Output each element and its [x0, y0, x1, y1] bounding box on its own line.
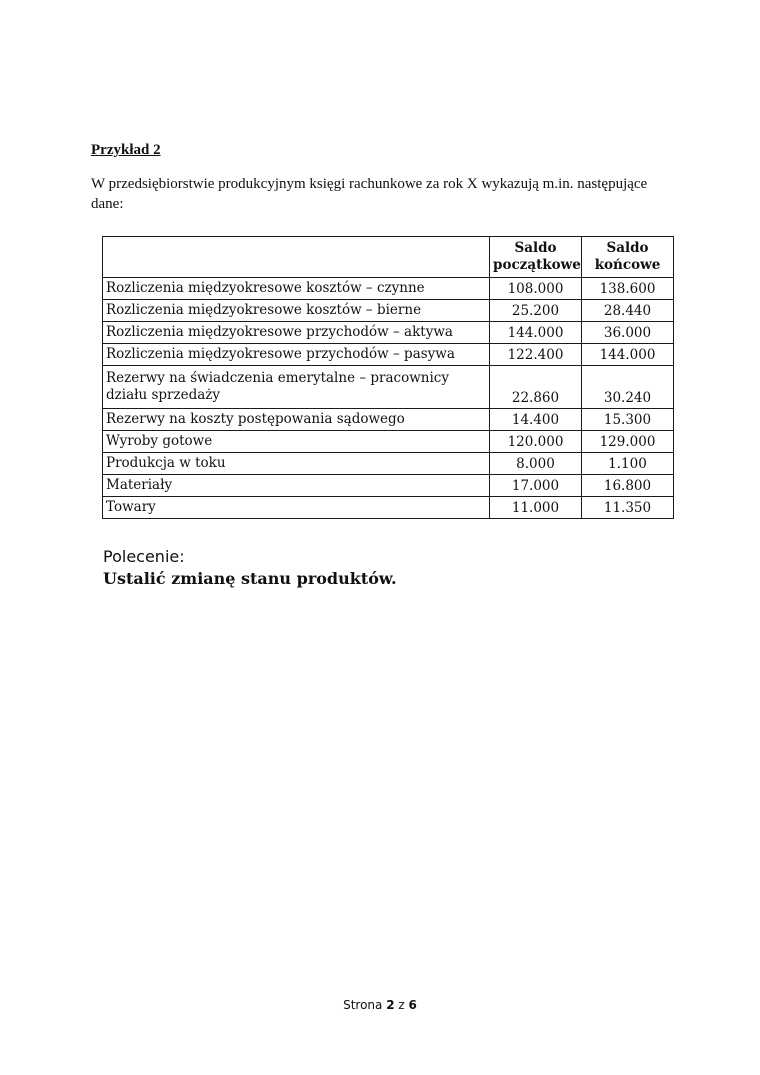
row-start-balance: 108.000 — [490, 278, 582, 300]
table-row — [103, 409, 674, 431]
row-start-balance: 11.000 — [490, 497, 582, 519]
row-label: Towary — [103, 497, 490, 519]
table-row — [103, 431, 674, 453]
row-end-balance: 1.100 — [582, 453, 674, 475]
row-end-balance: 129.000 — [582, 431, 674, 453]
row-start-balance: 120.000 — [490, 431, 582, 453]
table-row — [103, 344, 674, 366]
row-label: Rozliczenia międzyokresowe kosztów – czynne — [103, 278, 490, 300]
row-start-balance: 22.860 — [490, 366, 582, 409]
command-text: Ustalić zmianę stanu produktów. — [103, 569, 397, 588]
row-label: Materiały — [103, 475, 490, 497]
row-label: Rozliczenia międzyokresowe przychodów – aktywa — [103, 322, 490, 344]
row-label: Wyroby gotowe — [103, 431, 490, 453]
table-row — [103, 366, 674, 409]
header-start-line1: Saldo — [514, 240, 557, 256]
row-start-balance: 14.400 — [490, 409, 582, 431]
row-end-balance: 144.000 — [582, 344, 674, 366]
row-end-balance: 16.800 — [582, 475, 674, 497]
row-start-balance: 25.200 — [490, 300, 582, 322]
header-end-line2: końcowe — [594, 257, 661, 273]
table-row — [103, 475, 674, 497]
command-label: Polecenie: — [103, 547, 185, 566]
table-row — [103, 300, 674, 322]
header-start-line2: początkowe — [493, 257, 581, 273]
balances-table — [102, 236, 674, 519]
example-heading: Przykład 2 — [91, 142, 161, 158]
table-row — [103, 322, 674, 344]
row-start-balance: 8.000 — [490, 453, 582, 475]
row-start-balance: 17.000 — [490, 475, 582, 497]
header-end-line1: Saldo — [606, 240, 649, 256]
table-header-row — [103, 237, 674, 278]
footer-prefix: Strona — [343, 998, 383, 1012]
row-end-balance: 30.240 — [582, 366, 674, 409]
row-label: Rezerwy na świadczenia emerytalne – pracownicy działu sprzedaży — [103, 366, 490, 409]
row-end-balance: 36.000 — [582, 322, 674, 344]
header-end-balance — [582, 237, 674, 278]
header-start-balance — [490, 237, 582, 278]
footer-separator: z — [398, 998, 405, 1012]
row-label: Rozliczenia międzyokresowe przychodów – pasywa — [103, 344, 490, 366]
row-end-balance: 11.350 — [582, 497, 674, 519]
footer-page-number: 2 — [386, 998, 395, 1012]
row-end-balance: 138.600 — [582, 278, 674, 300]
table-row — [103, 497, 674, 519]
table-row — [103, 453, 674, 475]
page-footer — [0, 998, 760, 1012]
row-label: Produkcja w toku — [103, 453, 490, 475]
row-label: Rezerwy na koszty postępowania sądowego — [103, 409, 490, 431]
row-end-balance: 28.440 — [582, 300, 674, 322]
table-row — [103, 278, 674, 300]
row-start-balance: 122.400 — [490, 344, 582, 366]
row-end-balance: 15.300 — [582, 409, 674, 431]
header-empty-cell — [103, 237, 490, 278]
row-start-balance: 144.000 — [490, 322, 582, 344]
row-label: Rozliczenia międzyokresowe kosztów – bierne — [103, 300, 490, 322]
footer-total-pages: 6 — [408, 998, 417, 1012]
intro-paragraph: W przedsiębiorstwie produkcyjnym księgi rachunkowe za rok X wykazują m.in. następujące dane: — [91, 176, 648, 212]
